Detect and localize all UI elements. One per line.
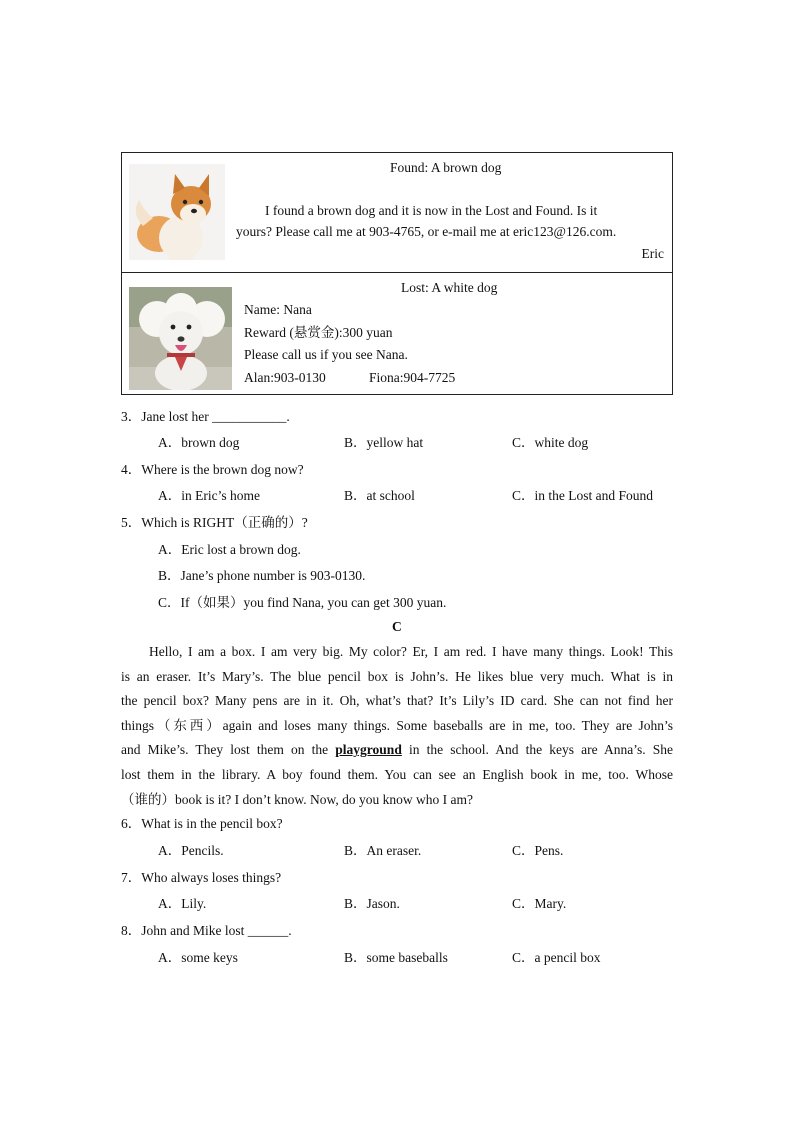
shiba-dog-photo-icon [129, 164, 225, 260]
lost-dog-name: Name: Nana [244, 302, 312, 317]
question-5: 5．Which is RIGHT（正确的）? [121, 515, 308, 530]
q6-option-a: A．Pencils. [158, 843, 224, 858]
section-c-heading: C [392, 619, 402, 634]
lost-contact-fiona: Fiona:904-7725 [369, 370, 456, 385]
question-4: 4．Where is the brown dog now? [121, 462, 304, 477]
q7-option-b: B．Jason. [344, 896, 400, 911]
q4-option-b: B．at school [344, 488, 415, 503]
found-signature: Eric [641, 246, 664, 261]
question-7: 7．Who always loses things? [121, 870, 282, 885]
passage-line: things（东西）again and loses many things. Some baseballs are in me, too. They are John’s [121, 717, 673, 733]
found-text-line-2: yours? Please call me at 903-4765, or e-mail me at eric123@126.com. [236, 224, 617, 239]
q7-option-a: A．Lily. [158, 896, 207, 911]
q8-option-b: B．some baseballs [344, 950, 448, 965]
brown-dog-photo [129, 164, 225, 260]
q5-option-c: C．If（如果）you find Nana, you can get 300 yuan. [158, 595, 447, 610]
q4-option-a: A．in Eric’s home [158, 488, 260, 503]
white-dog-photo [129, 287, 232, 390]
question-3: 3．Jane lost her ___________. [121, 409, 290, 424]
passage-line: （谁的）book is it? I don’t know. Now, do you know who I am? [121, 791, 473, 807]
question-6: 6．What is in the pencil box? [121, 816, 283, 831]
passage-line-part: and Mike’s. They lost them on the [121, 742, 329, 758]
passage-line: the pencil box? Many pens are in it. Oh, what’s that? It’s Lily’s ID card. She can not find her [121, 693, 673, 709]
q6-option-c: C．Pens. [512, 843, 564, 858]
q8-option-c: C．a pencil box [512, 950, 601, 965]
passage-line: is an eraser. It’s Mary’s. The blue pencil box is John’s. He likes blue very much. What is in [121, 668, 673, 684]
q5-option-a: A．Eric lost a brown dog. [158, 542, 301, 557]
q3-option-c: C．white dog [512, 435, 589, 450]
q4-option-c: C．in the Lost and Found [512, 488, 653, 503]
passage-line: Hello, I am a box. I am very big. My color? Er, I am red. I have many things. Look! This [149, 644, 673, 659]
lost-title: Lost: A white dog [401, 280, 498, 295]
q3-option-b: B．yellow hat [344, 435, 424, 450]
section-c-passage [121, 640, 673, 812]
poodle-dog-photo-icon [129, 287, 232, 390]
playground-keyword: playground [335, 742, 402, 758]
lost-request: Please call us if you see Nana. [244, 347, 408, 362]
q8-option-a: A．some keys [158, 950, 238, 965]
passage-line-part: in the school. And the keys are Anna’s. She [408, 742, 673, 758]
passage-line: lost them in the library. A boy found them. You can see an English book in me, too. Whose [121, 766, 673, 782]
passage-line [121, 738, 673, 763]
lost-reward: Reward (悬赏金):300 yuan [244, 325, 393, 340]
q6-option-b: B．An eraser. [344, 843, 422, 858]
lost-contact-alan: Alan:903-0130 [244, 370, 326, 385]
q3-option-a: A．brown dog [158, 435, 240, 450]
found-notice [121, 152, 673, 273]
q5-option-b: B．Jane’s phone number is 903-0130. [158, 568, 366, 583]
q7-option-c: C．Mary. [512, 896, 567, 911]
question-8: 8．John and Mike lost ______. [121, 923, 292, 938]
found-text-line-1: I found a brown dog and it is now in the Lost and Found. Is it [265, 203, 598, 218]
lost-notice [121, 272, 673, 395]
found-title: Found: A brown dog [390, 160, 502, 175]
